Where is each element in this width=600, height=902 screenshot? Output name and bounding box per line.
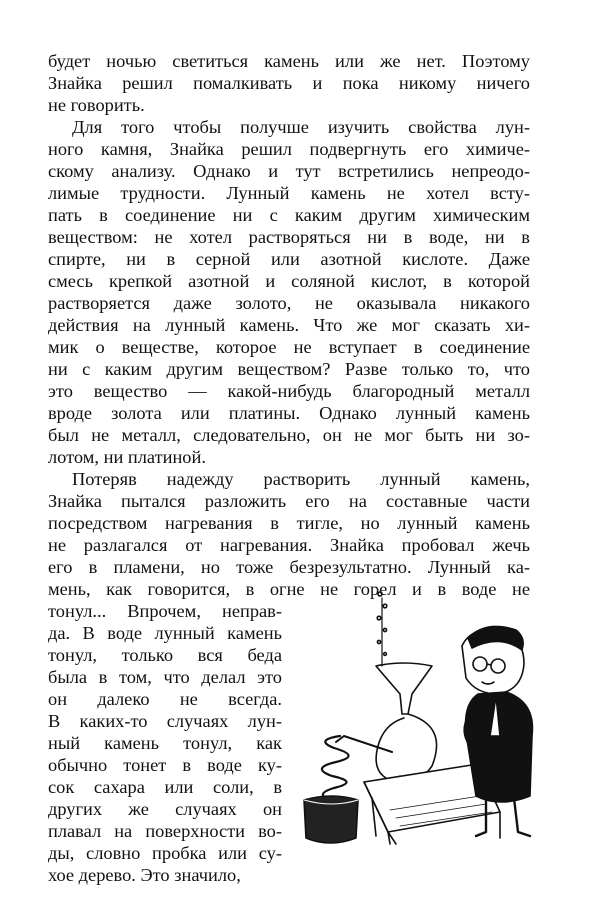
funnel-icon bbox=[376, 663, 432, 714]
text-line: смесь крепкой азотной и соляной кислот, в которой bbox=[48, 271, 530, 291]
znaika-chemistry-lab-illustration bbox=[300, 586, 548, 846]
text-line: обычно тонет в воде ку- bbox=[48, 755, 282, 775]
text-line: был не металл, следовательно, он не мог быть ни зо- bbox=[48, 425, 530, 445]
text-line: мень, как говорится, в огне не горел и в воде не bbox=[48, 579, 530, 599]
text-line: плавал на поверхности во- bbox=[48, 821, 282, 841]
text-line: мик о веществе, которое не вступает в соединение bbox=[48, 337, 530, 357]
text-line: спирте, ни в серной или азотной кислоте. Даже bbox=[48, 249, 530, 269]
text-line: лимые трудности. Лунный камень не хотел всту- bbox=[48, 183, 530, 203]
text-line: была в том, что делал это bbox=[48, 667, 282, 687]
text-line: будет ночью светиться камень или же нет. Поэтому bbox=[48, 51, 530, 71]
text-line: его в пламени, но тоже безрезультатно. Лунный ка- bbox=[48, 557, 530, 577]
text-line: он далеко не всегда. bbox=[48, 689, 282, 709]
text-line: Потеряв надежду растворить лунный камень, bbox=[72, 469, 530, 489]
text-line: ни с каким другим веществом? Разве только то, что bbox=[48, 359, 530, 379]
text-line: растворяется даже золото, не оказывала никакого bbox=[48, 293, 530, 313]
text-line: тонул... Впрочем, неправ- bbox=[48, 601, 282, 621]
text-line: других же случаях он bbox=[48, 799, 282, 819]
text-line: ного камня, Знайка решил подвергнуть его химиче- bbox=[48, 139, 530, 159]
bubble-icon bbox=[378, 592, 382, 596]
text-line: ный камень тонул, как bbox=[48, 733, 282, 753]
text-line: лотом, ни платиной. bbox=[48, 447, 206, 467]
text-line: посредством нагревания в тигле, но лунный камень bbox=[48, 513, 530, 533]
text-line: ды, словно пробка или су- bbox=[48, 843, 282, 863]
text-line: это вещество — какой-нибудь благородный металл bbox=[48, 381, 530, 401]
text-line: веществом: не хотел растворяться ни в воде, ни в bbox=[48, 227, 530, 247]
text-line: скому анализу. Однако и тут встретились непреодо- bbox=[48, 161, 530, 181]
text-line: сок сахара или соли, в bbox=[48, 777, 282, 797]
text-line: не говорить. bbox=[48, 95, 145, 115]
text-line: хое дерево. Это значило, bbox=[48, 865, 241, 885]
text-line: Знайка решил помалкивать и пока никому ничего bbox=[48, 73, 530, 93]
text-line: тонул, только вся беда bbox=[48, 645, 282, 665]
text-line: пать в соединение ни с каким другим химическим bbox=[48, 205, 530, 225]
coil-icon bbox=[322, 736, 349, 800]
text-line: не разлагался от нагревания. Знайка пробовал жечь bbox=[48, 535, 530, 555]
text-line: вроде золота или платины. Однако лунный камень bbox=[48, 403, 530, 423]
text-line: действия на лунный камень. Что же мог сказать хи- bbox=[48, 315, 530, 335]
text-line: да. В воде лунный камень bbox=[48, 623, 282, 643]
text-line: В каких-то случаях лун- bbox=[48, 711, 282, 731]
text-line: Для того чтобы получше изучить свойства лун- bbox=[72, 117, 530, 137]
text-line: Знайка пытался разложить его на составные части bbox=[48, 491, 530, 511]
